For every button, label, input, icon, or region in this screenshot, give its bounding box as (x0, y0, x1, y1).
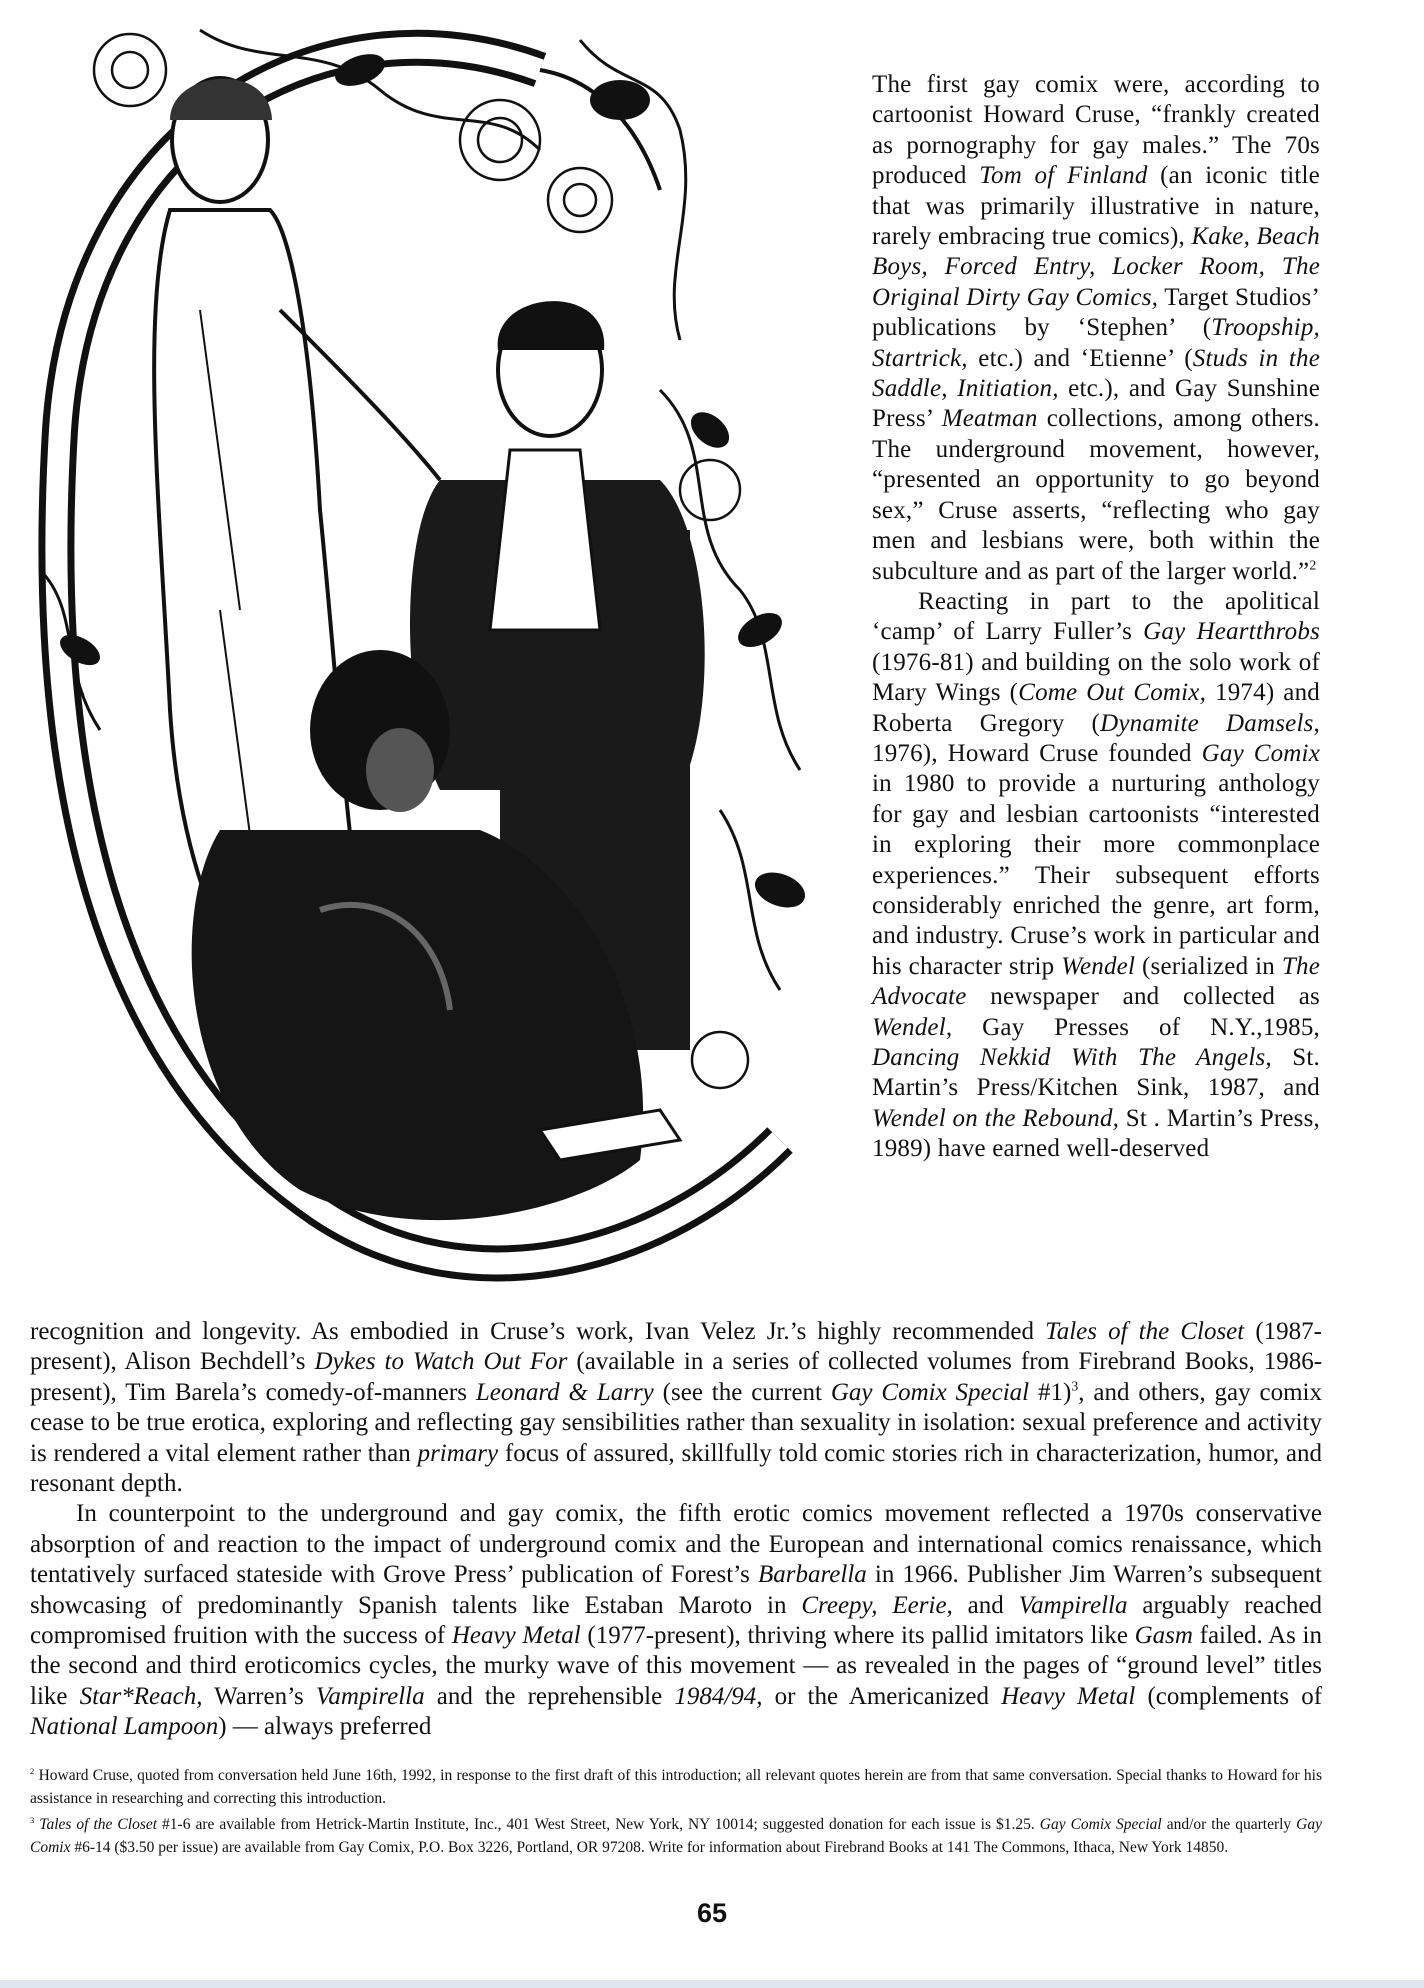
footnote-ref-2: 2 (1309, 557, 1317, 573)
full-width-text (30, 1317, 1322, 1743)
right-column-text (872, 70, 1320, 1165)
paragraph-gay-comix-origins: The first gay comix were, according to cartoonist Howard Cruse, “frankly created as pornography for gay males.” The 70s produced Tom of Finland (an iconic title that was primarily illustrative in nature, rarely embracing true comics), Kake, Beach Boys, Forced Entry, Locker Room, The Original Dirty Gay Comics, Target Studios’ publications by ‘Stephen’ (Troopship, Startrick, etc.) and ‘Etienne’ (Studs in the Saddle, Initiation, etc.), and Gay Sunshine Press’ Meatman collections, among others. The underground movement, however, “presented an opportunity to go beyond sex,” Cruse asserts, “reflecting who gay men and lesbians were, both within the subculture and as part of the larger world.”$^2$ (872, 71, 1321, 585)
footnote-2: $^2$ Howard Cruse, quoted from conversation held June 16th, 1992, in response to the first draft of this introduction; all relevant quotes herein are from that same conversation. Special thanks to Howard for his assistance in researching and correcting this introduction. (30, 1765, 1322, 1807)
footnote-ref-3: 3 (1071, 1378, 1079, 1394)
paragraph-continuation: recognition and longevity. As embodied in Cruse’s work, Ivan Velez Jr.’s highly recommended Tales of the Closet (1987-present), Alison Bechdell’s Dykes to Watch Out For (available in a series of collected volumes from Firebrand Books, 1986-present), Tim Barela’s comedy-of-manners Leonard & Larry (see the current Gay Comix Special #1)$^3$, and others, gay comix cease to be true erotica, exploring and reflecting gay sensibilities rather than sexuality in isolation: sexual preference and activity is rendered a vital element rather than primary focus of assured, skillfully told comic stories rich in characterization, humor, and resonant depth. (30, 1318, 1323, 1498)
seated-figure (410, 301, 705, 790)
paragraph-fifth-movement: In counterpoint to the underground and gay comix, the fifth erotic comics movement reflected a 1970s conservative absorption of and reaction to the impact of underground comix and the European and international comics renaissance, which tentatively surfaced stateside with Grove Press’ publication of Forest’s Barbarella in 1966. Publisher Jim Warren’s subsequent showcasing of predominantly Spanish talents like Estaban Maroto in Creepy, Eerie, and Vampirella arguably reached compromised fruition with the success of Heavy Metal (1977-present), thriving where its pallid imitators like Gasm failed. As in the second and third eroticomics cycles, the murky wave of this movement — as revealed in the pages of “ground level” titles like Star*Reach, Warren’s Vampirella and the reprehensible 1984/94, or the Americanized Heavy Metal (complements of National Lampoon) — always preferred (30, 1500, 1323, 1741)
footnotes (30, 1765, 1322, 1863)
art-nouveau-letter-g-art (20, 10, 858, 1300)
page-edge (0, 1980, 1424, 1988)
decorative-initial-illustration (20, 10, 858, 1300)
page-number: 65 (696, 1898, 728, 1928)
footnote-3: $^3$ Tales of the Closet #1-6 are available from Hetrick-Martin Institute, Inc., 401 West Street, New York, NY 10014; suggested donation for each issue is $1.25. Gay Comix Special and/or the quarterly Gay Comix #6-14 ($3.50 per issue) are available from Gay Comix, P.O. Box 3226, Portland, OR 97208. Write for information about Firebrand Books at 141 The Commons, Ithaca, New York 14850. (30, 1814, 1322, 1856)
paragraph-reacting-camp: Reacting in part to the apolitical ‘camp’ of Larry Fuller’s Gay Heartthrobs (1976-81) and building on the solo work of Mary Wings (Come Out Comix, 1974) and Roberta Gregory (Dynamite Damsels, 1976), Howard Cruse founded Gay Comix in 1980 to provide a nurturing anthology for gay and lesbian cartoonists “interested in exploring their more commonplace experiences.” Their subsequent efforts considerably enriched the genre, art form, and industry. Cruse’s work in particular and his character strip Wendel (serialized in The Advocate newspaper and collected as Wendel, Gay Presses of N.Y.,1985, Dancing Nekkid With The Angels, St. Martin’s Press/Kitchen Sink, 1987, and Wendel on the Rebound, St . Martin’s Press, 1989) have earned well-deserved (872, 587, 1321, 1163)
